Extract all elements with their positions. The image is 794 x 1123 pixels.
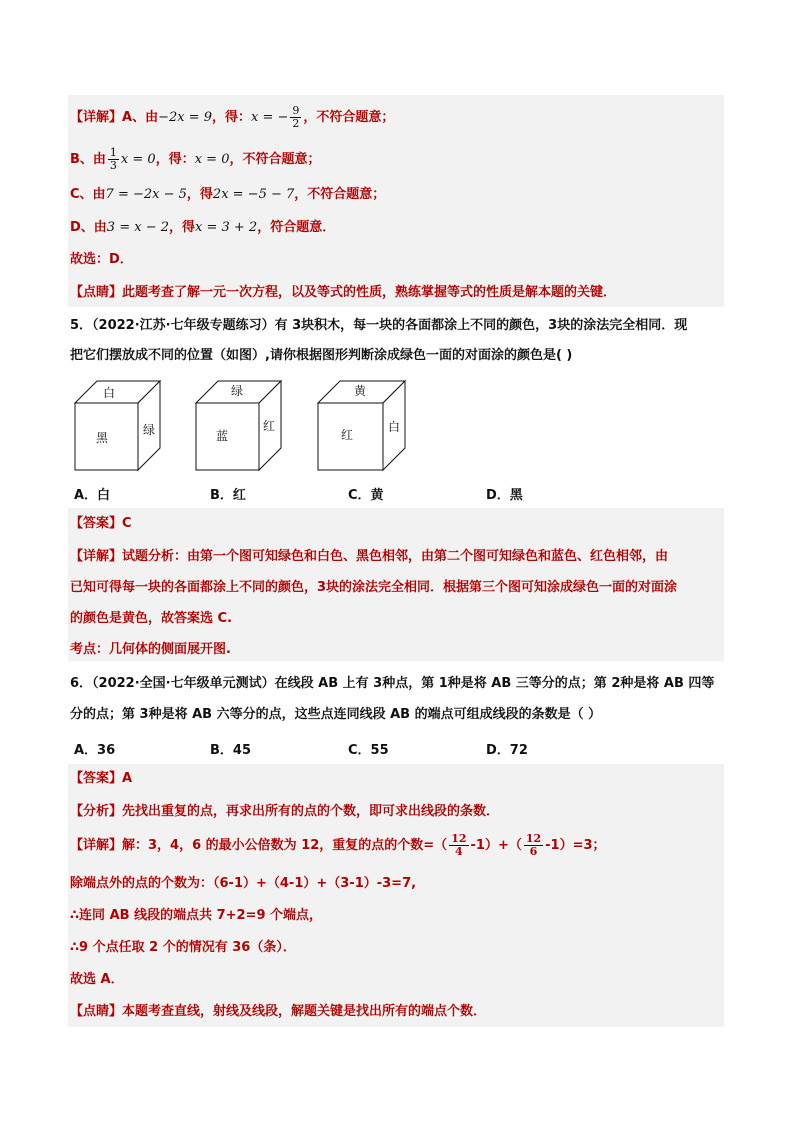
q4-detail-c: C、由7 = −2x − 5，得2x = −5 − 7，不符合题意； [70, 187, 386, 202]
q6-analysis: 【分析】先找出重复的点，再求出所有的点的个数，即可求出线段的条数． [70, 804, 500, 819]
q5-kaodian: 考点：几何体的侧面展开图. [70, 642, 231, 657]
q5-option-b[interactable]: B．红 [210, 488, 246, 503]
q5-question-line2: 把它们摆放成不同的位置（如图）,请你根据图形判断涂成绿色一面的对面涂的颜色是( ) [70, 348, 573, 363]
q4-detail-d: D、由3 = x − 2，得x = 3 + 2，符合题意． [70, 220, 336, 235]
q5-option-c[interactable]: C．黄 [348, 488, 384, 503]
cube-2-top: 绿 [230, 384, 244, 398]
q6-option-a[interactable]: A．36 [74, 743, 116, 758]
q5-detail-1: 【详解】试题分析：由第一个图可知绿色和白色、黑色相邻，由第二个图可知绿色和蓝色、红色相邻，由 [70, 549, 669, 564]
cube-1-front: 黑 [95, 431, 109, 445]
cube-3-side: 白 [387, 420, 401, 434]
q6-option-d[interactable]: D．72 [486, 743, 528, 758]
q6-detail: 【详解】解：3，4，6 的最小公倍数为 12，重复的点的个数=（ $\frac{12}{4}$ -1）+（ $\frac{12}{6}$ -1）=3； [70, 832, 606, 858]
q4-detail-a: 【详解】A、由−2x = 9，得：x = − $\frac{9}{2}$ ，不符合题意； [70, 104, 395, 130]
q6-line-b: ∴连同 AB 线段的端点共 7+2=9 个端点， [70, 908, 323, 923]
cube-1-side: 绿 [142, 423, 156, 437]
cube-3-front: 红 [340, 428, 354, 442]
cube-2-front: 蓝 [215, 429, 229, 443]
q4-detail-b: B、由 $\frac{1}{3}$ x = 0，得：x = 0，不符合题意； [70, 146, 321, 172]
q6-question-line2: 分的点；第 3种是将 AB 六等分的点，这些点连同线段 AB 的端点可组成线段的条数是（ ） [70, 707, 602, 722]
detail-label: 【详解】 [70, 110, 123, 125]
cube-3-top: 黄 [353, 384, 367, 398]
q6-option-b[interactable]: B．45 [210, 743, 251, 758]
cube-2-side: 红 [262, 419, 276, 433]
q5-detail-2: 已知可得每一块的各面都涂上不同的颜色，3块的涂法完全相同．根据第三个图可知涂成绿色一面的对面涂 [70, 580, 678, 595]
q6-choose: 故选 A． [70, 972, 124, 987]
q5-question-line1: 5．（2022·江苏·七年级专题练习）有 3块积木，每一块的各面都涂上不同的颜色，3块的涂法完全相同．现 [70, 318, 688, 333]
q6-comment: 【点睛】本题考查直线，射线及线段，解题关键是找出所有的端点个数． [70, 1004, 487, 1019]
q4-comment: 【点睛】此题考查了解一元一次方程，以及等式的性质，熟练掌握等式的性质是解本题的关键． [70, 285, 617, 300]
fraction: $\frac{12}{6}$ [525, 832, 542, 858]
q6-line-c: ∴9 个点任取 2 个的情况有 36（条）． [70, 940, 296, 955]
q5-option-a[interactable]: A．白 [74, 488, 111, 503]
fraction: $\frac{12}{4}$ [451, 832, 467, 858]
fraction: $\frac{1}{3}$ [109, 146, 117, 172]
q6-option-c[interactable]: C．55 [348, 743, 389, 758]
q5-option-d[interactable]: D．黑 [486, 488, 523, 503]
fraction: $\frac{9}{2}$ [292, 104, 300, 130]
q6-line-a: 除端点外的点的个数为：（6-1）+（4-1）+（3-1）-3=7, [70, 876, 417, 891]
cube-1-top: 白 [102, 386, 116, 400]
q5-answer: 【答案】C [70, 516, 132, 531]
q6-answer: 【答案】A [70, 771, 133, 786]
q4-choose: 故选：D． [70, 252, 133, 267]
q5-detail-3: 的颜色是黄色，故答案选 C. [70, 611, 233, 626]
q6-question-line1: 6．（2022·全国·七年级单元测试）在线段 AB 上有 3种点，第 1种是将 AB 三等分的点；第 2种是将 AB 四等 [70, 676, 715, 691]
cubes-figure [72, 378, 412, 478]
